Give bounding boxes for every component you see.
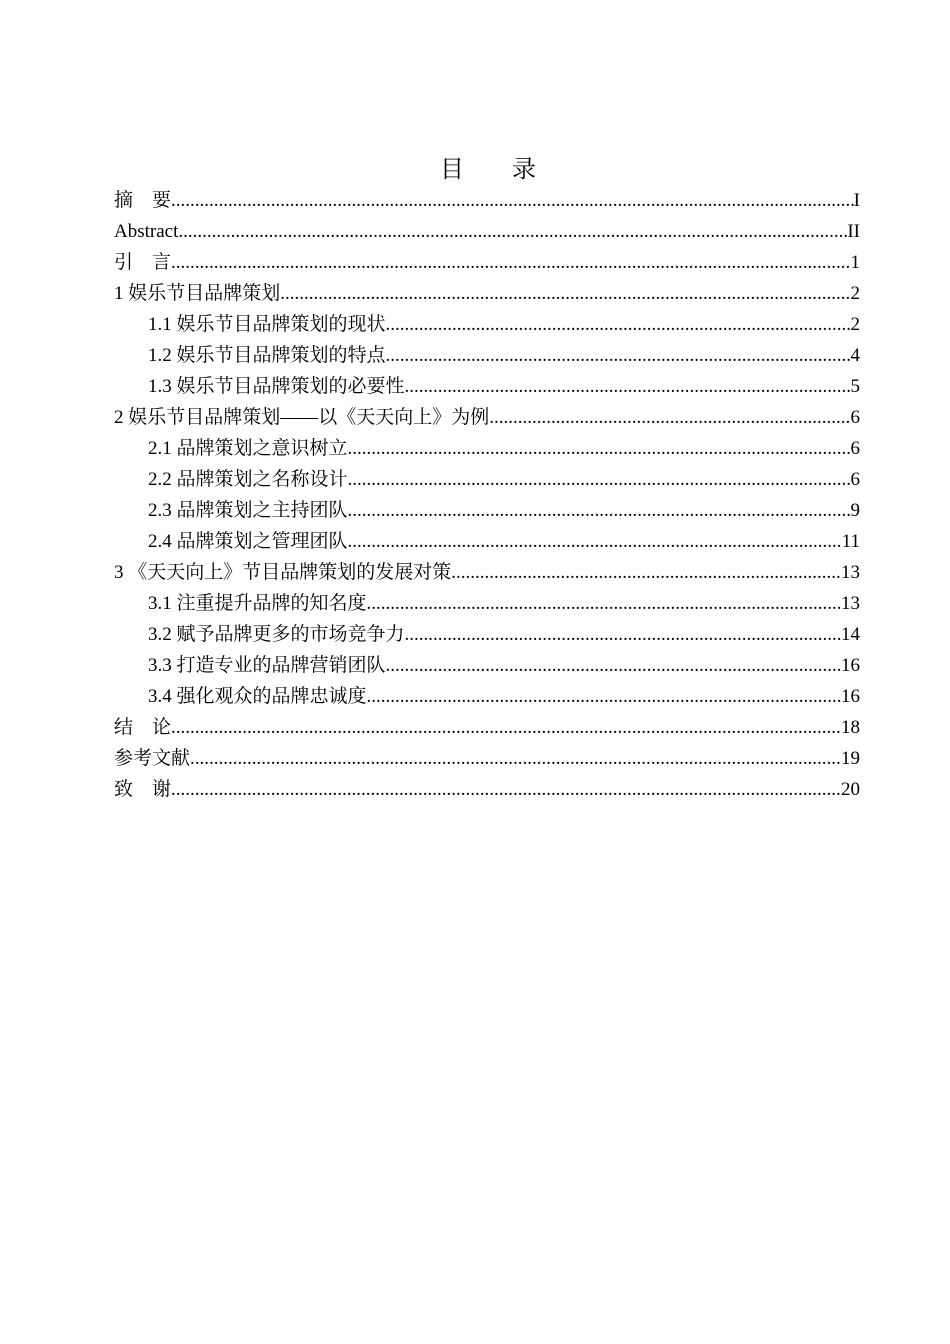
toc-page-number: 13: [841, 593, 860, 614]
toc-entry-abstract-en[interactable]: [114, 216, 860, 247]
toc-entry-label: 3.4 强化观众的品牌忠诚度: [148, 686, 367, 707]
page-title: 目 录: [440, 155, 536, 183]
toc-entry-label: 1.3 娱乐节目品牌策划的必要性: [148, 376, 405, 397]
toc-dot-leader: [348, 464, 851, 495]
toc-dot-leader: [451, 557, 841, 588]
toc-page-number: 6: [850, 407, 860, 428]
toc-dot-leader: [405, 619, 841, 650]
toc-entry-section-3-1[interactable]: [114, 588, 860, 619]
toc-dot-leader: [386, 650, 841, 681]
toc-dot-leader: [367, 588, 841, 619]
toc-entry-section-2-1[interactable]: [114, 433, 860, 464]
toc-dot-leader: [280, 278, 850, 309]
toc-page-number: 18: [841, 717, 860, 738]
toc-page-number: I: [853, 190, 860, 211]
toc-dot-leader: [178, 216, 847, 247]
toc-entry-abstract-cn[interactable]: [114, 185, 860, 216]
toc-entry-label: 引 言: [114, 252, 172, 273]
toc-entry-references[interactable]: [114, 743, 860, 774]
toc-entry-label: 2.2 品牌策划之名称设计: [148, 469, 348, 490]
toc-dot-leader: [489, 402, 850, 433]
toc-entry-label: 3.3 打造专业的品牌营销团队: [148, 655, 386, 676]
toc-page-number: 19: [841, 748, 860, 769]
toc-page-number: 1: [850, 252, 860, 273]
toc-dot-leader: [386, 309, 851, 340]
toc-entry-chapter-1[interactable]: [114, 278, 860, 309]
toc-entry-section-3-2[interactable]: [114, 619, 860, 650]
toc-entry-chapter-3[interactable]: [114, 557, 860, 588]
toc-dot-leader: [171, 247, 850, 278]
toc-entry-label: 2.4 品牌策划之管理团队: [148, 531, 348, 552]
toc-entry-label: 参考文献: [114, 748, 191, 769]
toc-entry-section-1-1[interactable]: [114, 309, 860, 340]
toc-dot-leader: [348, 526, 842, 557]
toc-entry-label: 1.1 娱乐节目品牌策划的现状: [148, 314, 386, 335]
toc-entry-label: 1 娱乐节目品牌策划: [114, 283, 281, 304]
toc-page-number: 11: [841, 531, 860, 552]
toc-entry-section-1-2[interactable]: [114, 340, 860, 371]
toc-list: [114, 185, 860, 805]
toc-entry-section-3-3[interactable]: [114, 650, 860, 681]
toc-entry-section-3-4[interactable]: [114, 681, 860, 712]
toc-entry-label: 1.2 娱乐节目品牌策划的特点: [148, 345, 386, 366]
toc-page-number: 9: [850, 500, 860, 521]
toc-entry-label: 3.2 赋予品牌更多的市场竞争力: [148, 624, 405, 645]
toc-entry-section-2-3[interactable]: [114, 495, 860, 526]
toc-entry-chapter-2[interactable]: [114, 402, 860, 433]
toc-entry-label: 3.1 注重提升品牌的知名度: [148, 593, 367, 614]
toc-dot-leader: [348, 495, 851, 526]
toc-entry-label: 结 论: [114, 717, 172, 738]
toc-page-number: 2: [850, 283, 860, 304]
toc-entry-section-2-2[interactable]: [114, 464, 860, 495]
toc-page-number: 6: [850, 438, 860, 459]
toc-page-number: 16: [841, 686, 860, 707]
toc-entry-label: 2.1 品牌策划之意识树立: [148, 438, 348, 459]
toc-dot-leader: [171, 712, 841, 743]
toc-page-number: 16: [841, 655, 860, 676]
toc-entry-conclusion[interactable]: [114, 712, 860, 743]
toc-dot-leader: [405, 371, 851, 402]
toc-entry-introduction[interactable]: [114, 247, 860, 278]
toc-page-number: 5: [850, 376, 860, 397]
toc-dot-leader: [367, 681, 841, 712]
toc-entry-label: 3 《天天向上》节目品牌策划的发展对策: [114, 562, 452, 583]
toc-page-number: 14: [841, 624, 860, 645]
toc-dot-leader: [386, 340, 851, 371]
toc-entry-label: 摘 要: [114, 190, 172, 211]
toc-entry-section-2-4[interactable]: [114, 526, 860, 557]
toc-dot-leader: [348, 433, 851, 464]
toc-page-number: 2: [850, 314, 860, 335]
toc-entry-label: Abstract: [114, 221, 179, 242]
toc-dot-leader: [171, 185, 854, 216]
toc-page-number: II: [847, 221, 860, 242]
toc-entry-section-1-3[interactable]: [114, 371, 860, 402]
toc-entry-acknowledgements[interactable]: [114, 774, 860, 805]
toc-entry-label: 2 娱乐节目品牌策划——以《天天向上》为例: [114, 407, 490, 428]
toc-page-number: 4: [850, 345, 860, 366]
toc-entry-label: 致 谢: [114, 779, 172, 800]
toc-dot-leader: [190, 743, 841, 774]
toc-page-number: 20: [841, 779, 860, 800]
toc-dot-leader: [171, 774, 841, 805]
toc-page-number: 6: [850, 469, 860, 490]
toc-page-number: 13: [841, 562, 860, 583]
toc-entry-label: 2.3 品牌策划之主持团队: [148, 500, 348, 521]
